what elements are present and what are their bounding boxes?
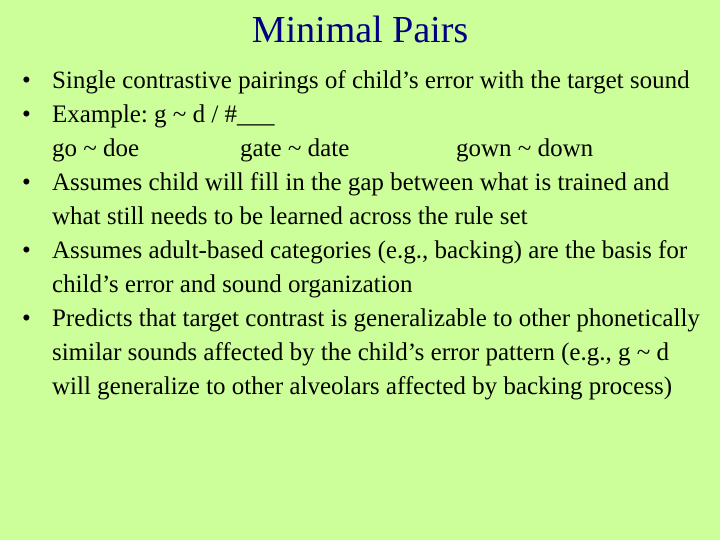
bullet-dot: • [22, 305, 31, 332]
bullet-dot: • [22, 237, 31, 264]
bullet-item [22, 166, 712, 234]
example-pair: gate ~ date [240, 135, 350, 162]
example-pair: gown ~ down [456, 135, 594, 162]
bullet-text: Single contrastive pairings of child’s error with the target sound [52, 67, 690, 94]
bullet-text: Assumes adult-based categories (e.g., backing) are the basis for child’s error and sound organization [52, 237, 688, 298]
bullet-item [22, 234, 712, 302]
example-pair: go ~ doe [52, 135, 140, 162]
bullet-dot: • [22, 67, 31, 94]
bullet-text: Assumes child will fill in the gap between what is trained and what still needs to be learned across the rule set [52, 169, 670, 230]
bullet-item [22, 302, 712, 404]
bullet-list [22, 64, 712, 404]
bullet-text: Predicts that target contrast is generalizable to other phonetically similar sounds affected by the child’s error pattern (e.g., g ~ d will generalize to other alveolars affected by backing process) [52, 305, 700, 400]
slide-title: Minimal Pairs [251, 9, 469, 51]
example-pairs-row [22, 132, 712, 166]
bullet-item [22, 64, 712, 98]
bullet-item [22, 98, 712, 132]
bullet-text: Example: g ~ d / #___ [52, 101, 275, 128]
bullet-dot: • [22, 169, 31, 196]
bullet-dot: • [22, 101, 31, 128]
